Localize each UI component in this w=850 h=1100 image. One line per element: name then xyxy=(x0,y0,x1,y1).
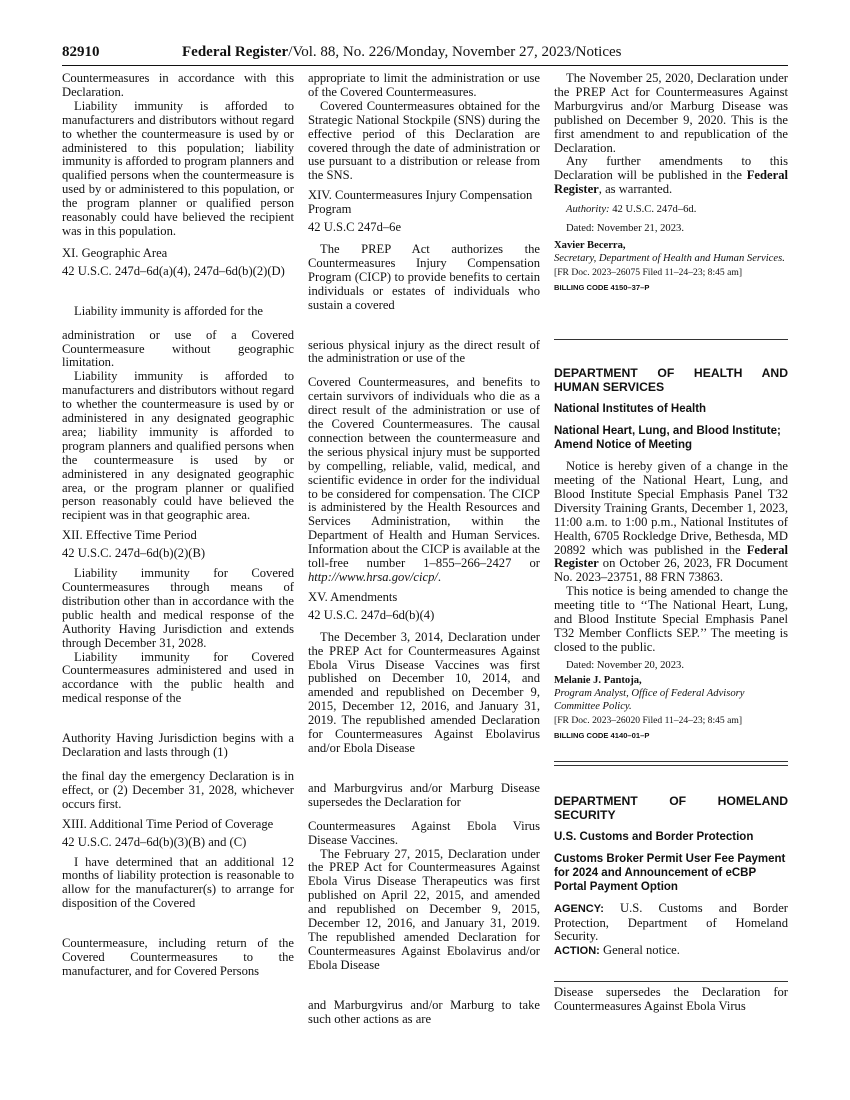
section-heading: XIII. Additional Time Period of Coverage xyxy=(62,816,274,831)
section-heading: XII. Effective Time Period xyxy=(62,528,197,543)
paragraph: and Marburgvirus and/or Marburg Disease supersedes the Declaration for xyxy=(308,780,540,809)
paragraph: Countermeasures in accordance with this Declaration. xyxy=(62,71,294,99)
paragraph-text: Any further amendments to this Declaration will be published in the xyxy=(554,154,788,183)
authority-text: 42 U.S.C. 247d–6d. xyxy=(609,204,697,216)
page-header xyxy=(62,42,788,64)
signer-name: Melanie J. Pantoja, xyxy=(554,674,642,686)
paragraph: Liability immunity for Covered Countermeasures administered and used in accordance with the public health and medical response of the xyxy=(62,649,294,706)
header-rule xyxy=(62,65,788,66)
section-heading: XIV. Countermeasures Injury Compensation Program xyxy=(308,188,533,217)
agency-line xyxy=(554,902,788,945)
section-heading: XV. Amendments xyxy=(308,589,398,604)
agency-heading: DEPARTMENT OF HOMELAND SECURITY xyxy=(554,793,788,822)
paragraph: and Marburgvirus and/or Marburg to take such other actions as are xyxy=(308,997,540,1026)
agency-heading: DEPARTMENT OF HEALTH AND HUMAN SERVICES xyxy=(554,366,788,395)
billing-code: BILLING CODE 4140–01–P xyxy=(554,730,650,740)
fr-doc-line: [FR Doc. 2023–26020 Filed 11–24–23; 8:45 am] xyxy=(554,714,743,726)
paragraph-end: on October 26, 2023, FR Document No. 2023–23751, 88 FRN 73863. xyxy=(554,556,788,585)
fr-doc-line: [FR Doc. 2023–26075 Filed 11–24–23; 8:45 am] xyxy=(554,267,743,279)
paragraph: I have determined that an additional 12 months of liability protection is reasonable to allow for the manufacturer(s) to arrange for disposition of the Covered xyxy=(62,854,294,911)
column-1 xyxy=(62,72,294,979)
citation: 42 U.S.C. 247d–6d(b)(3)(B) and (C) xyxy=(62,834,247,849)
paragraph-end: , as warranted. xyxy=(598,182,673,197)
paragraph: serious physical injury as the direct result of the administration or use of the xyxy=(308,337,540,366)
subagency-heading: U.S. Customs and Border Protection xyxy=(554,830,754,843)
page-number: 82910 xyxy=(62,44,100,60)
citation: 42 U.S.C. 247d–6d(a)(4), 247d–6d(b)(2)(D) xyxy=(62,263,285,278)
signer-title-text: Program Analyst, Office of Federal Advisory Committee Policy. xyxy=(554,687,745,712)
paragraph: The February 27, 2015, Declaration under the PREP Act for Countermeasures Against Ebola Virus Disease Therapeutics was first published on April 22, 2015, and amended and republished on December 9, 2015, December 12, 2016, and January 31, 2019. The republished amended Declaration for Countermeasures Against Ebolavirus and/or Ebola Disease xyxy=(308,846,540,972)
action-label: ACTION: xyxy=(554,945,600,958)
agency-text: U.S. Customs and Border Protection, Department of Homeland Security. xyxy=(554,900,788,944)
citation: 42 U.S.C. 247d–6d(b)(2)(B) xyxy=(62,546,206,561)
dated-line: Dated: November 21, 2023. xyxy=(566,223,684,235)
paragraph: administration or use of a Covered Countermeasure without geographic limitation. xyxy=(62,327,294,370)
paragraph: Liability immunity for Covered Countermeasures through means of distribution other than in accordance with the public health and medical response of the Authority Having Jurisdiction and extends through December 31, 2028. xyxy=(62,566,294,650)
column-3 xyxy=(554,72,788,1014)
authority-line xyxy=(554,203,788,216)
signer-title xyxy=(554,252,788,265)
notice-title: Customs Broker Permit User Fee Payment for 2024 and Announcement of eCBP Portal Payment Option xyxy=(554,852,786,893)
paragraph xyxy=(554,460,788,585)
action-line xyxy=(554,944,788,959)
citation: 42 U.S.C 247d–6e xyxy=(308,220,402,235)
paragraph-text: Covered Countermeasures, and benefits to certain survivors of individuals who die as a direct result of the administration or use of the Covered Countermeasures. The causal connection between the countermeasure and the serious physical injury must be supported by compelling, reliable, valid, medical, and scientific evidence in order for the individual to be considered for compensation. The CICP is administered by the Health Resources and Services Administration, within the Department of Health and Human Services. Information about the CICP is available at the toll-free number 1–855–266–2427 or xyxy=(308,375,540,571)
issue-details: /Vol. 88, No. 226/Monday, November 27, 2023/Notices xyxy=(288,44,622,60)
paragraph: Covered Countermeasures obtained for the Strategic National Stockpile (SNS) during the effective period of this Declaration are covered through the date of administration or use pursuant to a distribution or release from the SNS. xyxy=(308,98,540,183)
signer-title xyxy=(554,687,788,713)
section-heading: XI. Geographic Area xyxy=(62,245,168,260)
paragraph: Liability immunity is afforded for the xyxy=(74,303,263,318)
signer-name: Xavier Becerra, xyxy=(554,240,626,252)
column-2 xyxy=(308,72,540,1026)
paragraph: The December 3, 2014, Declaration under the PREP Act for Countermeasures Against Ebola Virus Disease Vaccines was first published on December 10, 2014, and amended and republished on December 9, 2015, December 12, 2016, and January 31, 2019. The republished amended Declaration for Countermeasures Against Ebolavirus and/or Ebola Disease xyxy=(308,629,540,755)
paragraph: the final day the emergency Declaration is in effect, or (2) December 31, 2028, whichever occurs first. xyxy=(62,768,294,811)
running-head xyxy=(182,44,622,61)
federal-register-ref: Federal Register xyxy=(554,542,788,571)
paragraph: This notice is being amended to change the meeting title to ‘‘The National Heart, Lung, and Blood Institute Special Emphasis Panel T32 Member Conflicts SEP.’’ The meeting is closed to the public. xyxy=(554,584,788,654)
paragraph: The PREP Act authorizes the Countermeasures Injury Compensation Program (CICP) to provide benefits to certain individuals or estates of individuals who sustain a covered xyxy=(308,241,540,312)
authority-label: Authority: xyxy=(566,204,610,216)
paragraph xyxy=(308,376,540,585)
paragraph: Authority Having Jurisdiction begins with a Declaration and lasts through (1) xyxy=(62,731,294,760)
paragraph-text: Notice is hereby given of a change in the meeting of the National Heart, Lung, and Blood Institute Special Emphasis Panel T32 Diversity Training Grants, December 1, 2023, 11:00 a.m. to 1:00 p.m., National Institutes of Health, 6705 Rockledge Drive, Bethesda, MD 20892 which was published in the xyxy=(554,459,788,557)
publication-name: Federal Register xyxy=(182,44,289,60)
dated-line: Dated: November 20, 2023. xyxy=(566,659,684,671)
signer-title-text: Secretary, Department of Health and Human Services. xyxy=(554,253,785,265)
action-text: General notice. xyxy=(599,943,680,958)
paragraph-end: . xyxy=(437,570,442,584)
paragraph: appropriate to limit the administration or use of the Covered Countermeasures. xyxy=(308,71,540,99)
paragraph xyxy=(554,155,788,197)
citation: 42 U.S.C. 247d–6d(b)(4) xyxy=(308,607,435,622)
agency-label: AGENCY: xyxy=(554,902,604,915)
paragraph: Countermeasures Against Ebola Virus Disease Vaccines. xyxy=(308,818,540,847)
notice-title: National Heart, Lung, and Blood Institute; Amend Notice of Meeting xyxy=(554,425,781,452)
paragraph: Countermeasure, including return of the Covered Countermeasures to the manufacturer, and for Covered Persons xyxy=(62,936,294,978)
paragraph: Liability immunity is afforded to manufacturers and distributors without regard to whether the countermeasure is used by or administered to this population; liability immunity is afforded to program planners and qualified persons when the countermeasure is used by or administered to this population, or the program planner or qualified person reasonably could have believed the recipient was in this population. xyxy=(62,98,295,238)
paragraph: The November 25, 2020, Declaration under the PREP Act for Countermeasures Against Marburgvirus and/or Marburg Disease was published on December 9, 2020. This is the first amendment to and republication of the Declaration. xyxy=(554,71,788,155)
paragraph: Liability immunity is afforded to manufacturers and distributors without regard to whether the countermeasure is used by or administered in any designated geographic area; liability immunity is afforded to program planners and qualified persons when the countermeasure is used by or administered in any designated geographic area, or the program planner or qualified person reasonably could have believed the recipient was in that geographic area. xyxy=(62,369,294,523)
billing-code: BILLING CODE 4150–37–P xyxy=(554,283,650,293)
paragraph: Disease supersedes the Declaration for Countermeasures Against Ebola Virus xyxy=(554,985,788,1014)
federal-register-ref: Federal Register xyxy=(554,168,788,197)
subagency-heading: National Institutes of Health xyxy=(554,403,707,416)
cicp-link[interactable]: http://www.hrsa.gov/cicp/ xyxy=(308,570,438,584)
